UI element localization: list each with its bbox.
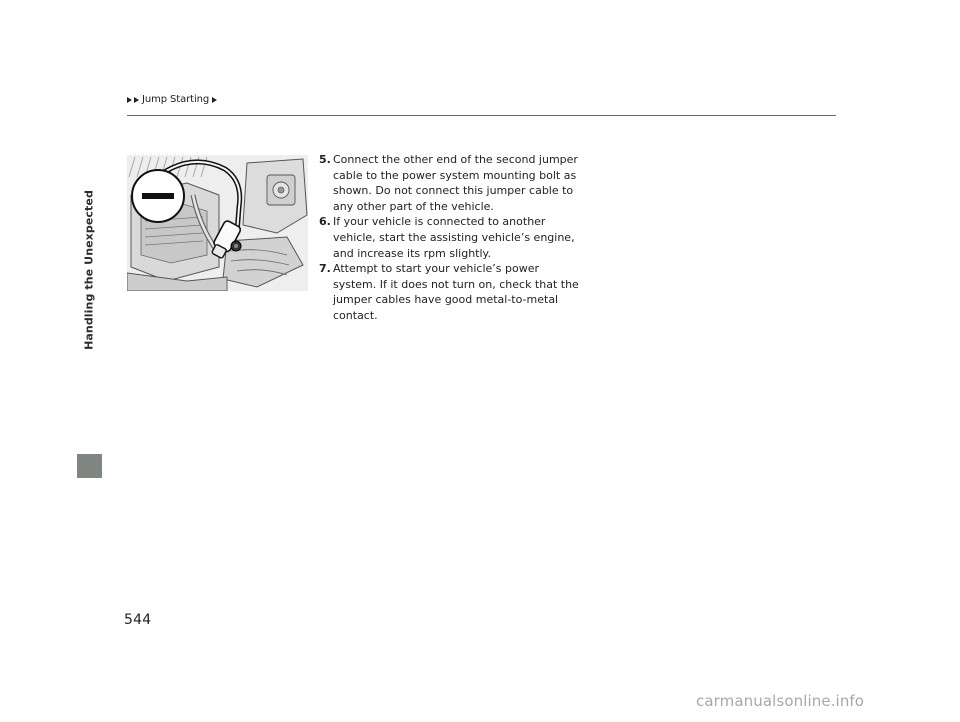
breadcrumb-arrow-icon [212,97,217,103]
step-text: If your vehicle is connected to another vehicle, start the assisting vehicle’s engine, and increase its rpm slightly. [333,215,575,260]
step-number: 5. [319,153,331,166]
step-item [319,214,581,261]
breadcrumb-arrow-icon [134,97,139,103]
engine-illustration [127,155,308,291]
step-text: Connect the other end of the second jumper cable to the power system mounting bolt as shown. Do not connect this jumper cable to any other part of the vehicle. [333,153,578,213]
step-number: 7. [319,262,331,276]
step-item [319,261,581,323]
instruction-steps [319,152,581,324]
engine-bay-drawing [127,155,308,291]
watermark: carmanualsonline.info [696,692,865,710]
breadcrumb [127,92,219,108]
step-number: 6. [319,215,331,229]
breadcrumb-arrow-icon [127,97,132,103]
section-title: Handling the Unexpected [82,190,96,350]
step-item [319,152,581,214]
page-number: 544 [124,612,152,628]
step-text: Attempt to start your vehicle’s power system. If it does not turn on, check that the jumper cables have good metal-to-metal contact. [333,262,579,322]
breadcrumb-title: Jump Starting [142,94,210,105]
header-divider [127,115,836,116]
negative-terminal-icon [132,170,184,222]
section-tab-marker [77,454,102,478]
